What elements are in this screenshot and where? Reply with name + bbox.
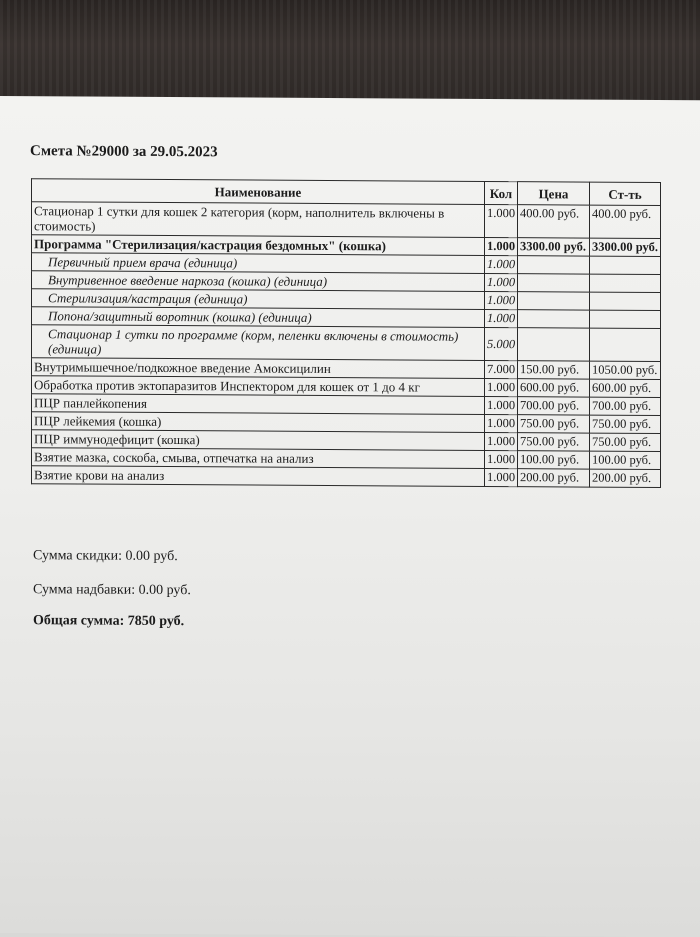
row-qty: 1.000 [485, 414, 518, 432]
row-name: Внутривенное введение наркоза (кошка) (единица) [32, 271, 485, 292]
row-name: Взятие крови на анализ [32, 466, 485, 487]
estimate-table [31, 178, 661, 488]
row-qty: 1.000 [485, 468, 518, 486]
row-price [518, 328, 590, 361]
row-sum [590, 274, 661, 292]
row-sum: 600.00 руб. [590, 379, 661, 397]
row-name: Обработка против эктопаразитов Инспектором для кошек от 1 до 4 кг [32, 376, 485, 397]
row-name: Программа "Стерилизация/кастрация бездомных" (кошка) [32, 235, 485, 256]
row-qty: 1.000 [485, 291, 518, 309]
total-sum: Общая сумма: 7850 руб. [33, 613, 185, 630]
row-price: 3300.00 руб. [518, 238, 590, 256]
row-qty: 1.000 [485, 204, 518, 237]
row-name: Первичный прием врача (единица) [32, 253, 485, 274]
row-sum: 200.00 руб. [590, 469, 661, 487]
row-qty: 5.000 [485, 327, 518, 360]
row-qty: 1.000 [485, 309, 518, 327]
row-price [518, 292, 590, 310]
row-sum [590, 328, 661, 361]
row-price [518, 310, 590, 328]
column-header-name: Наименование [32, 179, 485, 205]
table-row [32, 202, 661, 239]
row-qty: 1.000 [485, 450, 518, 468]
column-header-price: Цена [518, 182, 590, 205]
row-name: ПЦР лейкемия (кошка) [32, 412, 485, 433]
row-price: 750.00 руб. [518, 415, 590, 433]
row-sum [590, 292, 661, 310]
row-name: ПЦР иммунодефицит (кошка) [32, 430, 485, 451]
row-qty: 7.000 [485, 360, 518, 378]
surcharge-sum: Сумма надбавки: 0.00 руб. [33, 582, 191, 599]
desk-background [0, 0, 700, 112]
table-row [32, 466, 661, 488]
row-sum: 400.00 руб. [590, 205, 661, 238]
row-name: Стационар 1 сутки по программе (корм, пеленки включены в стоимость) (единица) [32, 325, 485, 361]
row-price: 700.00 руб. [518, 397, 590, 415]
discount-sum: Сумма скидки: 0.00 руб. [33, 548, 178, 565]
row-qty: 1.000 [485, 432, 518, 450]
row-price: 750.00 руб. [518, 433, 590, 451]
column-header-qty: Кол [485, 181, 518, 204]
column-header-sum: Ст-ть [590, 182, 661, 205]
document-page [0, 96, 700, 937]
row-qty: 1.000 [485, 255, 518, 273]
row-name: Взятие мазка, соскоба, смыва, отпечатка на анализ [32, 448, 485, 469]
row-sum: 100.00 руб. [590, 451, 661, 469]
row-sum: 750.00 руб. [590, 433, 661, 451]
document-title: Смета №29000 за 29.05.2023 [30, 143, 218, 161]
row-sum: 750.00 руб. [590, 415, 661, 433]
row-qty: 1.000 [485, 273, 518, 291]
row-price: 600.00 руб. [518, 379, 590, 397]
row-name: Стерилизация/кастрация (единица) [32, 289, 485, 310]
row-qty: 1.000 [485, 237, 518, 255]
row-price: 100.00 руб. [518, 451, 590, 469]
row-qty: 1.000 [485, 378, 518, 396]
row-price [518, 274, 590, 292]
row-sum [590, 310, 661, 328]
row-price: 150.00 руб. [518, 361, 590, 379]
row-name: ПЦР панлейкопения [32, 394, 485, 415]
row-price: 200.00 руб. [518, 469, 590, 487]
table-row [32, 325, 661, 362]
row-sum: 3300.00 руб. [590, 238, 661, 256]
row-name: Внутримышечное/подкожное введение Амоксицилин [32, 358, 485, 379]
row-name: Стационар 1 сутки для кошек 2 категория (корм, наполнитель включены в стоимость) [32, 202, 485, 238]
row-qty: 1.000 [485, 396, 518, 414]
row-sum: 1050.00 руб. [590, 361, 661, 379]
row-name: Попона/защитный воротник (кошка) (единица) [32, 307, 485, 328]
row-sum: 700.00 руб. [590, 397, 661, 415]
row-price: 400.00 руб. [518, 205, 590, 238]
row-sum [590, 256, 661, 274]
row-price [518, 256, 590, 274]
